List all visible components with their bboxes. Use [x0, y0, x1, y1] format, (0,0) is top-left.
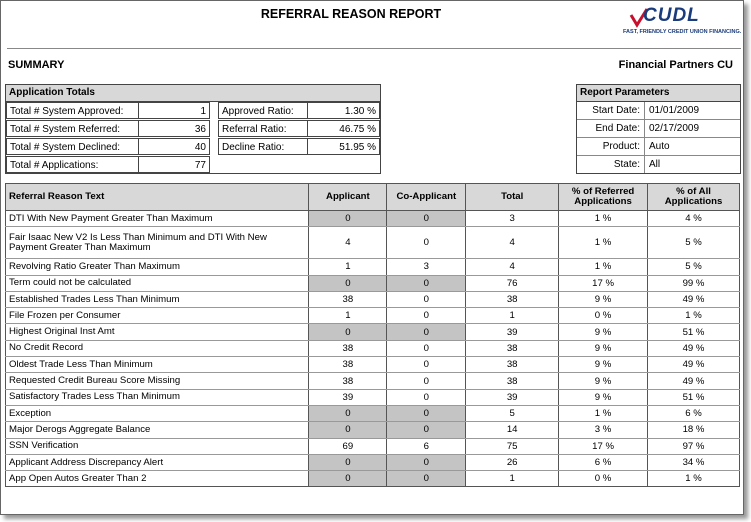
table-row: [6, 422, 740, 438]
total-cell: 4: [466, 227, 559, 259]
pct-referred-cell: 1 %: [559, 211, 648, 227]
table-row: [6, 227, 740, 259]
applicant-cell: 0: [309, 454, 387, 470]
coapplicant-cell: 0: [387, 291, 466, 307]
header-divider: [7, 48, 741, 49]
applicant-cell: 38: [309, 291, 387, 307]
pct-referred-cell: 9 %: [559, 291, 648, 307]
pct-referred-cell: 0 %: [559, 471, 648, 487]
reason-cell: Term could not be calculated: [6, 275, 309, 291]
reason-cell: No Credit Record: [6, 340, 309, 356]
coapplicant-cell: 0: [387, 211, 466, 227]
pct-referred-cell: 17 %: [559, 438, 648, 454]
coapplicant-cell: 0: [387, 471, 466, 487]
table-row: [6, 373, 740, 389]
pct-referred-cell: 9 %: [559, 389, 648, 405]
decline-ratio-label: Decline Ratio:: [218, 138, 308, 155]
reason-cell: Requested Credit Bureau Score Missing: [6, 373, 309, 389]
table-row: [6, 438, 740, 454]
report-parameters-title: Report Parameters: [577, 85, 740, 102]
pct-all-cell: 4 %: [648, 211, 740, 227]
total-cell: 39: [466, 389, 559, 405]
pct-referred-cell: 9 %: [559, 340, 648, 356]
pct-all-cell: 51 %: [648, 324, 740, 340]
approved-value: 1: [138, 102, 210, 119]
applicant-cell: 0: [309, 275, 387, 291]
total-cell: 75: [466, 438, 559, 454]
table-row: [6, 291, 740, 307]
summary-label: SUMMARY: [8, 59, 65, 71]
total-cell: 1: [466, 471, 559, 487]
coapplicant-cell: 0: [387, 389, 466, 405]
applicant-cell: 1: [309, 308, 387, 324]
table-row: [6, 275, 740, 291]
pct-referred-cell: 1 %: [559, 227, 648, 259]
col-coapplicant-header: Co-Applicant: [387, 184, 466, 211]
table-row: [6, 471, 740, 487]
pct-all-cell: 49 %: [648, 373, 740, 389]
applicant-cell: 0: [309, 405, 387, 421]
pct-referred-cell: 1 %: [559, 259, 648, 275]
total-cell: 38: [466, 291, 559, 307]
pct-all-cell: 34 %: [648, 454, 740, 470]
referral-ratio-label: Referral Ratio:: [218, 120, 308, 137]
approved-ratio-value: 1.30 %: [307, 102, 380, 119]
cudl-logo: [623, 5, 742, 39]
pct-referred-cell: 1 %: [559, 405, 648, 421]
credit-union-name: Financial Partners CU: [618, 59, 733, 71]
reason-cell: App Open Autos Greater Than 2: [6, 471, 309, 487]
reason-cell: Satisfactory Trades Less Than Minimum: [6, 389, 309, 405]
referred-label: Total # System Referred:: [6, 120, 139, 137]
total-cell: 39: [466, 324, 559, 340]
col-total-header: Total: [466, 184, 559, 211]
coapplicant-cell: 0: [387, 357, 466, 373]
pct-all-cell: 1 %: [648, 308, 740, 324]
pct-referred-cell: 9 %: [559, 357, 648, 373]
applicant-cell: 39: [309, 389, 387, 405]
pct-all-cell: 49 %: [648, 357, 740, 373]
total-cell: 1: [466, 308, 559, 324]
referral-reason-table: [5, 183, 740, 487]
referral-ratio-value: 46.75 %: [307, 120, 380, 137]
col-pct-all-header: % of All Applications: [648, 184, 740, 211]
coapplicant-cell: 6: [387, 438, 466, 454]
reason-cell: Applicant Address Discrepancy Alert: [6, 454, 309, 470]
pct-referred-cell: 0 %: [559, 308, 648, 324]
coapplicant-cell: 0: [387, 308, 466, 324]
declined-label: Total # System Declined:: [6, 138, 139, 155]
table-row: [6, 454, 740, 470]
param-start-date: Start Date: 01/01/2009: [577, 102, 740, 120]
reason-cell: Oldest Trade Less Than Minimum: [6, 357, 309, 373]
logo-tagline: FAST, FRIENDLY CREDIT UNION FINANCING.: [623, 29, 742, 35]
pct-all-cell: 49 %: [648, 340, 740, 356]
pct-all-cell: 18 %: [648, 422, 740, 438]
total-cell: 26: [466, 454, 559, 470]
pct-all-cell: 99 %: [648, 275, 740, 291]
approved-ratio-label: Approved Ratio:: [218, 102, 308, 119]
reason-cell: DTI With New Payment Greater Than Maximum: [6, 211, 309, 227]
logo-word: CUDL: [643, 5, 700, 26]
reason-cell: Fair Isaac New V2 Is Less Than Minimum and DTI With New Payment Greater Than Maximum: [6, 227, 309, 259]
coapplicant-cell: 0: [387, 454, 466, 470]
table-row: [6, 389, 740, 405]
total-cell: 3: [466, 211, 559, 227]
pct-all-cell: 1 %: [648, 471, 740, 487]
applicant-cell: 1: [309, 259, 387, 275]
coapplicant-cell: 0: [387, 405, 466, 421]
applicant-cell: 0: [309, 324, 387, 340]
coapplicant-cell: 0: [387, 324, 466, 340]
pct-referred-cell: 9 %: [559, 324, 648, 340]
param-product: Product: Auto: [577, 138, 740, 156]
pct-all-cell: 6 %: [648, 405, 740, 421]
col-reason-header: Referral Reason Text: [6, 184, 309, 211]
total-cell: 38: [466, 373, 559, 389]
param-end-date: End Date: 02/17/2009: [577, 120, 740, 138]
reason-cell: SSN Verification: [6, 438, 309, 454]
coapplicant-cell: 0: [387, 275, 466, 291]
table-header-row: [6, 184, 740, 211]
total-cell: 14: [466, 422, 559, 438]
reason-cell: Highest Original Inst Amt: [6, 324, 309, 340]
total-cell: 76: [466, 275, 559, 291]
approved-label: Total # System Approved:: [6, 102, 139, 119]
report-parameters-panel: [576, 84, 741, 174]
pct-referred-cell: 6 %: [559, 454, 648, 470]
reason-cell: File Frozen per Consumer: [6, 308, 309, 324]
applicant-cell: 69: [309, 438, 387, 454]
applicant-cell: 0: [309, 422, 387, 438]
table-row: [6, 211, 740, 227]
total-cell: 38: [466, 340, 559, 356]
pct-referred-cell: 9 %: [559, 373, 648, 389]
pct-all-cell: 5 %: [648, 259, 740, 275]
table-row: [6, 259, 740, 275]
reason-cell: Established Trades Less Than Minimum: [6, 291, 309, 307]
applicant-cell: 38: [309, 340, 387, 356]
coapplicant-cell: 0: [387, 227, 466, 259]
reason-cell: Exception: [6, 405, 309, 421]
application-totals-panel: [5, 84, 381, 174]
referred-value: 36: [138, 120, 210, 137]
reason-cell: Major Derogs Aggregate Balance: [6, 422, 309, 438]
pct-all-cell: 5 %: [648, 227, 740, 259]
applicant-cell: 38: [309, 373, 387, 389]
pct-referred-cell: 17 %: [559, 275, 648, 291]
coapplicant-cell: 0: [387, 373, 466, 389]
total-cell: 38: [466, 357, 559, 373]
table-row: [6, 324, 740, 340]
col-applicant-header: Applicant: [309, 184, 387, 211]
declined-value: 40: [138, 138, 210, 155]
applicant-cell: 0: [309, 211, 387, 227]
coapplicant-cell: 0: [387, 340, 466, 356]
param-state: State: All: [577, 156, 740, 173]
table-row: [6, 340, 740, 356]
applications-value: 77: [138, 156, 210, 173]
applications-label: Total # Applications:: [6, 156, 139, 173]
applicant-cell: 4: [309, 227, 387, 259]
col-pct-referred-header: % of Referred Applications: [559, 184, 648, 211]
pct-all-cell: 97 %: [648, 438, 740, 454]
coapplicant-cell: 3: [387, 259, 466, 275]
pct-all-cell: 49 %: [648, 291, 740, 307]
pct-referred-cell: 3 %: [559, 422, 648, 438]
table-row: [6, 357, 740, 373]
total-cell: 5: [466, 405, 559, 421]
reason-cell: Revolving Ratio Greater Than Maximum: [6, 259, 309, 275]
coapplicant-cell: 0: [387, 422, 466, 438]
applicant-cell: 38: [309, 357, 387, 373]
application-totals-title: Application Totals: [6, 85, 380, 102]
total-cell: 4: [466, 259, 559, 275]
report-title: REFERRAL REASON REPORT: [260, 7, 442, 21]
decline-ratio-value: 51.95 %: [307, 138, 380, 155]
table-row: [6, 405, 740, 421]
applicant-cell: 0: [309, 471, 387, 487]
pct-all-cell: 51 %: [648, 389, 740, 405]
table-row: [6, 308, 740, 324]
